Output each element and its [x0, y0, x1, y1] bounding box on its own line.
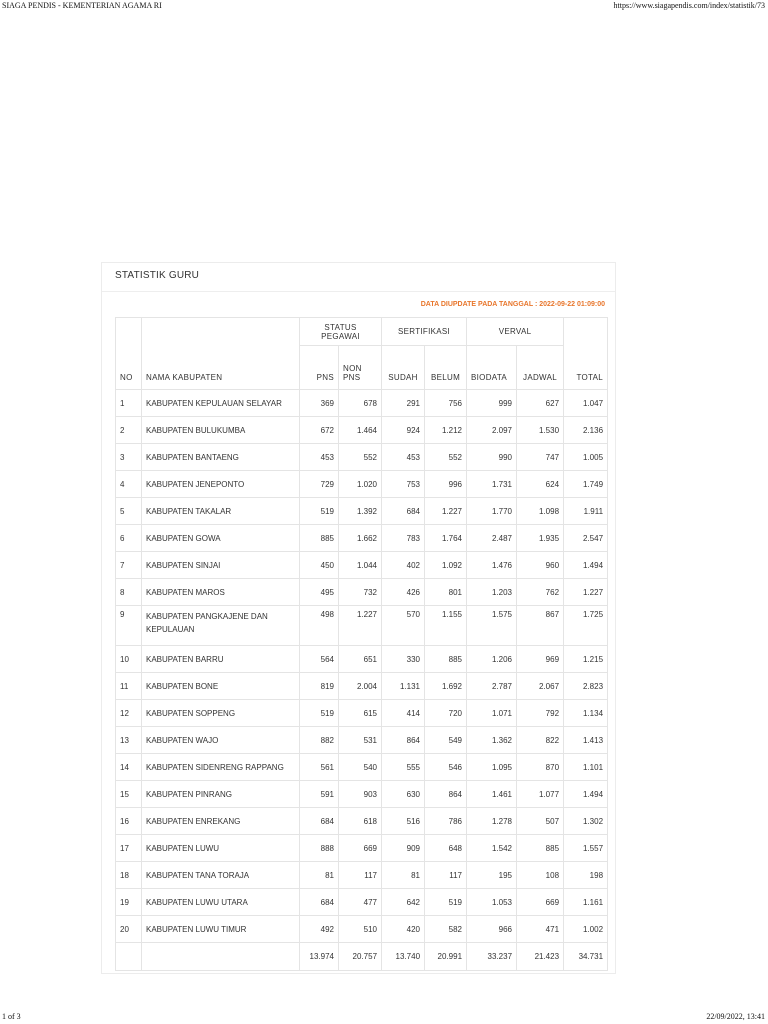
- cell-jadwal: 1.530: [517, 417, 564, 444]
- cell-non-pns: 531: [339, 727, 382, 754]
- cell-total: 1.413: [564, 727, 608, 754]
- cell-nama-kabupaten: KABUPATEN JENEPONTO: [142, 471, 300, 498]
- cell-pns: 498: [300, 606, 339, 646]
- table-row: [116, 525, 608, 552]
- cell-non-pns: 1.020: [339, 471, 382, 498]
- cell-nama-kabupaten: KABUPATEN WAJO: [142, 727, 300, 754]
- cell-sudah: 1.131: [382, 673, 425, 700]
- table-row: [116, 835, 608, 862]
- cell-nama-kabupaten: KABUPATEN BARRU: [142, 646, 300, 673]
- panel-divider: [102, 291, 615, 292]
- cell-biodata: 1.461: [467, 781, 517, 808]
- table-row: [116, 646, 608, 673]
- cell-nama-kabupaten: KABUPATEN LUWU: [142, 835, 300, 862]
- cell-pns: 819: [300, 673, 339, 700]
- cell-nama-kabupaten: KABUPATEN TANA TORAJA: [142, 862, 300, 889]
- cell-no: 12: [116, 700, 142, 727]
- cell-nama-kabupaten: KABUPATEN SIDENRENG RAPPANG: [142, 754, 300, 781]
- header-sudah: SUDAH: [382, 346, 425, 390]
- cell-pns: 672: [300, 417, 339, 444]
- cell-no: 11: [116, 673, 142, 700]
- cell-non-pns: 1.044: [339, 552, 382, 579]
- cell-biodata: 1.731: [467, 471, 517, 498]
- cell-no: 18: [116, 862, 142, 889]
- header-sertifikasi: SERTIFIKASI: [382, 318, 467, 346]
- cell-non-pns: 1.392: [339, 498, 382, 525]
- cell-total: 1.215: [564, 646, 608, 673]
- header-non-pns: NON PNS: [339, 346, 382, 390]
- cell-total: 1.725: [564, 606, 608, 646]
- cell-nama-kabupaten: KABUPATEN GOWA: [142, 525, 300, 552]
- cell-nama-kabupaten: KABUPATEN BANTAENG: [142, 444, 300, 471]
- total-non-pns: 20.757: [339, 943, 382, 971]
- print-footer-page: 1 of 3: [2, 1012, 21, 1021]
- cell-pns: 369: [300, 390, 339, 417]
- update-note: DATA DIUPDATE PADA TANGGAL : 2022-09-22 01:09:00: [420, 301, 605, 308]
- totals-empty-cell: [116, 943, 142, 971]
- cell-pns: 519: [300, 498, 339, 525]
- cell-belum: 1.155: [425, 606, 467, 646]
- table-row: [116, 417, 608, 444]
- cell-jadwal: 471: [517, 916, 564, 943]
- table-row: [116, 862, 608, 889]
- cell-jadwal: 792: [517, 700, 564, 727]
- cell-total: 1.494: [564, 552, 608, 579]
- cell-nama-kabupaten: KABUPATEN BONE: [142, 673, 300, 700]
- cell-belum: 519: [425, 889, 467, 916]
- cell-sudah: 783: [382, 525, 425, 552]
- cell-no: 8: [116, 579, 142, 606]
- cell-sudah: 516: [382, 808, 425, 835]
- cell-belum: 1.227: [425, 498, 467, 525]
- cell-biodata: 1.770: [467, 498, 517, 525]
- cell-jadwal: 885: [517, 835, 564, 862]
- cell-total: 1.101: [564, 754, 608, 781]
- cell-nama-kabupaten: KABUPATEN SINJAI: [142, 552, 300, 579]
- cell-jadwal: 1.098: [517, 498, 564, 525]
- total-sudah: 13.740: [382, 943, 425, 971]
- cell-sudah: 453: [382, 444, 425, 471]
- cell-pns: 684: [300, 889, 339, 916]
- cell-pns: 450: [300, 552, 339, 579]
- cell-no: 9: [116, 606, 142, 646]
- cell-sudah: 909: [382, 835, 425, 862]
- cell-biodata: 1.203: [467, 579, 517, 606]
- cell-pns: 564: [300, 646, 339, 673]
- cell-non-pns: 510: [339, 916, 382, 943]
- cell-no: 17: [116, 835, 142, 862]
- table-row: [116, 781, 608, 808]
- cell-pns: 81: [300, 862, 339, 889]
- cell-non-pns: 903: [339, 781, 382, 808]
- cell-non-pns: 615: [339, 700, 382, 727]
- cell-non-pns: 1.227: [339, 606, 382, 646]
- cell-jadwal: 669: [517, 889, 564, 916]
- cell-no: 16: [116, 808, 142, 835]
- cell-biodata: 1.278: [467, 808, 517, 835]
- header-belum: BELUM: [425, 346, 467, 390]
- header-nama-kabupaten: NAMA KABUPATEN: [142, 318, 300, 390]
- table-row: [116, 552, 608, 579]
- cell-biodata: 195: [467, 862, 517, 889]
- table-row: [116, 579, 608, 606]
- cell-sudah: 642: [382, 889, 425, 916]
- cell-biodata: 999: [467, 390, 517, 417]
- cell-nama-kabupaten: KABUPATEN TAKALAR: [142, 498, 300, 525]
- cell-total: 2.547: [564, 525, 608, 552]
- cell-biodata: 966: [467, 916, 517, 943]
- print-header-site-title: SIAGA PENDIS - KEMENTERIAN AGAMA RI: [2, 1, 162, 10]
- header-jadwal: JADWAL: [517, 346, 564, 390]
- cell-nama-kabupaten: KABUPATEN PINRANG: [142, 781, 300, 808]
- cell-no: 6: [116, 525, 142, 552]
- cell-nama-kabupaten: KABUPATEN LUWU UTARA: [142, 889, 300, 916]
- cell-belum: 786: [425, 808, 467, 835]
- cell-biodata: 1.362: [467, 727, 517, 754]
- cell-pns: 729: [300, 471, 339, 498]
- table-row: [116, 444, 608, 471]
- cell-total: 1.749: [564, 471, 608, 498]
- cell-non-pns: 669: [339, 835, 382, 862]
- print-footer-datetime: 22/09/2022, 13:41: [706, 1012, 765, 1021]
- cell-belum: 1.092: [425, 552, 467, 579]
- cell-non-pns: 477: [339, 889, 382, 916]
- table-row: [116, 889, 608, 916]
- table-row: [116, 673, 608, 700]
- cell-total: 1.047: [564, 390, 608, 417]
- cell-total: 1.911: [564, 498, 608, 525]
- table-row: [116, 471, 608, 498]
- cell-jadwal: 867: [517, 606, 564, 646]
- header-total: TOTAL: [564, 318, 608, 390]
- cell-nama-kabupaten: KABUPATEN BULUKUMBA: [142, 417, 300, 444]
- cell-non-pns: 1.662: [339, 525, 382, 552]
- statistik-table: [115, 317, 608, 971]
- cell-non-pns: 552: [339, 444, 382, 471]
- cell-jadwal: 960: [517, 552, 564, 579]
- cell-sudah: 630: [382, 781, 425, 808]
- cell-sudah: 81: [382, 862, 425, 889]
- cell-biodata: 2.787: [467, 673, 517, 700]
- cell-belum: 546: [425, 754, 467, 781]
- table-body: [116, 390, 608, 943]
- header-verval: VERVAL: [467, 318, 564, 346]
- cell-sudah: 924: [382, 417, 425, 444]
- cell-belum: 864: [425, 781, 467, 808]
- cell-total: 1.557: [564, 835, 608, 862]
- cell-jadwal: 870: [517, 754, 564, 781]
- cell-jadwal: 627: [517, 390, 564, 417]
- total-belum: 20.991: [425, 943, 467, 971]
- table-row: [116, 808, 608, 835]
- cell-non-pns: 678: [339, 390, 382, 417]
- cell-no: 20: [116, 916, 142, 943]
- table-row: [116, 916, 608, 943]
- cell-biodata: 1.095: [467, 754, 517, 781]
- cell-no: 1: [116, 390, 142, 417]
- cell-pns: 591: [300, 781, 339, 808]
- cell-sudah: 426: [382, 579, 425, 606]
- total-jadwal: 21.423: [517, 943, 564, 971]
- cell-jadwal: 969: [517, 646, 564, 673]
- cell-non-pns: 618: [339, 808, 382, 835]
- cell-biodata: 1.053: [467, 889, 517, 916]
- header-biodata: BIODATA: [467, 346, 517, 390]
- cell-pns: 495: [300, 579, 339, 606]
- cell-biodata: 1.476: [467, 552, 517, 579]
- cell-belum: 885: [425, 646, 467, 673]
- cell-total: 1.161: [564, 889, 608, 916]
- cell-biodata: 990: [467, 444, 517, 471]
- cell-total: 1.227: [564, 579, 608, 606]
- cell-total: 1.134: [564, 700, 608, 727]
- cell-no: 19: [116, 889, 142, 916]
- cell-biodata: 1.206: [467, 646, 517, 673]
- total-pns: 13.974: [300, 943, 339, 971]
- table-row: [116, 754, 608, 781]
- cell-no: 14: [116, 754, 142, 781]
- cell-sudah: 291: [382, 390, 425, 417]
- cell-biodata: 2.097: [467, 417, 517, 444]
- cell-total: 2.823: [564, 673, 608, 700]
- cell-nama-kabupaten: KABUPATEN LUWU TIMUR: [142, 916, 300, 943]
- cell-sudah: 684: [382, 498, 425, 525]
- cell-sudah: 330: [382, 646, 425, 673]
- cell-non-pns: 540: [339, 754, 382, 781]
- cell-non-pns: 651: [339, 646, 382, 673]
- cell-jadwal: 108: [517, 862, 564, 889]
- cell-belum: 648: [425, 835, 467, 862]
- cell-no: 15: [116, 781, 142, 808]
- cell-belum: 996: [425, 471, 467, 498]
- cell-nama-kabupaten: KABUPATEN MAROS: [142, 579, 300, 606]
- cell-jadwal: 507: [517, 808, 564, 835]
- cell-jadwal: 1.077: [517, 781, 564, 808]
- cell-no: 3: [116, 444, 142, 471]
- cell-belum: 582: [425, 916, 467, 943]
- cell-no: 2: [116, 417, 142, 444]
- cell-nama-kabupaten: KABUPATEN SOPPENG: [142, 700, 300, 727]
- header-pns: PNS: [300, 346, 339, 390]
- cell-non-pns: 2.004: [339, 673, 382, 700]
- cell-no: 13: [116, 727, 142, 754]
- cell-sudah: 864: [382, 727, 425, 754]
- cell-biodata: 1.071: [467, 700, 517, 727]
- table-row: [116, 727, 608, 754]
- panel-title: STATISTIK GURU: [115, 270, 200, 281]
- total-biodata: 33.237: [467, 943, 517, 971]
- cell-jadwal: 624: [517, 471, 564, 498]
- cell-belum: 552: [425, 444, 467, 471]
- cell-jadwal: 747: [517, 444, 564, 471]
- table-totals-row: [116, 943, 608, 971]
- cell-jadwal: 1.935: [517, 525, 564, 552]
- cell-pns: 684: [300, 808, 339, 835]
- cell-pns: 519: [300, 700, 339, 727]
- cell-no: 7: [116, 552, 142, 579]
- cell-jadwal: 822: [517, 727, 564, 754]
- header-status-pegawai: STATUS PEGAWAI: [300, 318, 382, 346]
- cell-no: 10: [116, 646, 142, 673]
- cell-belum: 1.212: [425, 417, 467, 444]
- cell-non-pns: 1.464: [339, 417, 382, 444]
- cell-belum: 801: [425, 579, 467, 606]
- cell-sudah: 402: [382, 552, 425, 579]
- cell-nama-kabupaten: KABUPATEN PANGKAJENE DAN KEPULAUAN: [142, 606, 300, 646]
- cell-total: 1.302: [564, 808, 608, 835]
- cell-non-pns: 117: [339, 862, 382, 889]
- cell-sudah: 570: [382, 606, 425, 646]
- cell-biodata: 1.575: [467, 606, 517, 646]
- cell-belum: 117: [425, 862, 467, 889]
- cell-nama-kabupaten: KABUPATEN ENREKANG: [142, 808, 300, 835]
- table-row: [116, 700, 608, 727]
- cell-sudah: 414: [382, 700, 425, 727]
- table-row: [116, 498, 608, 525]
- total-total: 34.731: [564, 943, 608, 971]
- print-header-url: https://www.siagapendis.com/index/statistik/73: [613, 1, 765, 10]
- cell-no: 5: [116, 498, 142, 525]
- cell-jadwal: 762: [517, 579, 564, 606]
- table-row: [116, 390, 608, 417]
- header-no: NO: [116, 318, 142, 390]
- cell-nama-kabupaten: KABUPATEN KEPULAUAN SELAYAR: [142, 390, 300, 417]
- cell-pns: 888: [300, 835, 339, 862]
- totals-empty-cell: [142, 943, 300, 971]
- cell-belum: 720: [425, 700, 467, 727]
- cell-pns: 453: [300, 444, 339, 471]
- cell-sudah: 420: [382, 916, 425, 943]
- cell-jadwal: 2.067: [517, 673, 564, 700]
- table-row: [116, 606, 608, 646]
- cell-biodata: 2.487: [467, 525, 517, 552]
- cell-pns: 885: [300, 525, 339, 552]
- cell-sudah: 555: [382, 754, 425, 781]
- cell-biodata: 1.542: [467, 835, 517, 862]
- cell-total: 2.136: [564, 417, 608, 444]
- cell-belum: 756: [425, 390, 467, 417]
- cell-pns: 882: [300, 727, 339, 754]
- cell-non-pns: 732: [339, 579, 382, 606]
- cell-total: 1.005: [564, 444, 608, 471]
- cell-belum: 1.764: [425, 525, 467, 552]
- cell-total: 1.494: [564, 781, 608, 808]
- cell-pns: 492: [300, 916, 339, 943]
- cell-belum: 549: [425, 727, 467, 754]
- cell-no: 4: [116, 471, 142, 498]
- statistik-guru-panel: [101, 262, 616, 974]
- cell-pns: 561: [300, 754, 339, 781]
- cell-belum: 1.692: [425, 673, 467, 700]
- cell-total: 1.002: [564, 916, 608, 943]
- cell-sudah: 753: [382, 471, 425, 498]
- table-header-group-row: [116, 318, 608, 346]
- cell-total: 198: [564, 862, 608, 889]
